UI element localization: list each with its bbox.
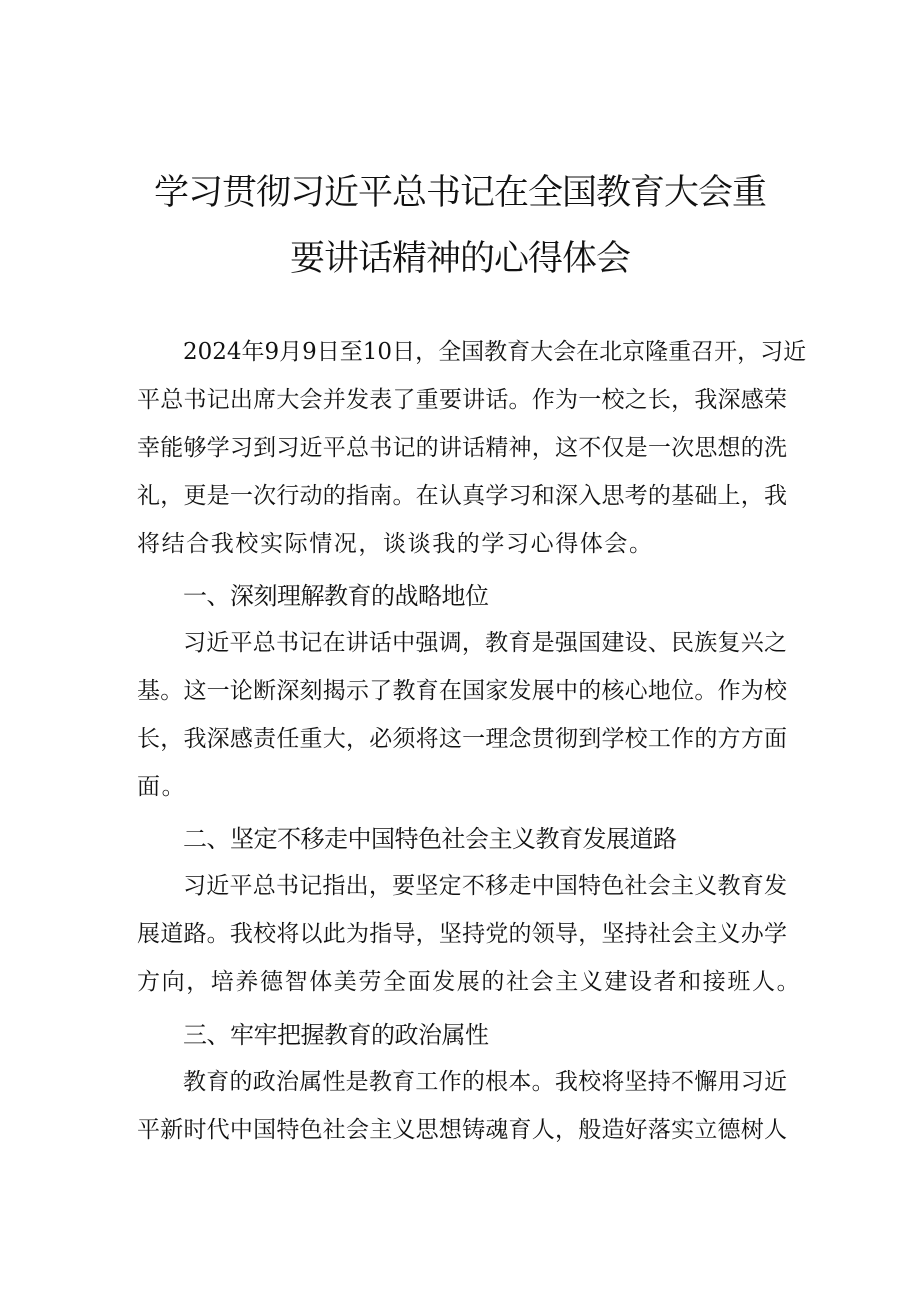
section-1-line-2: 基。这一论断深刻揭示了教育在国家发展中的核心地位。作为校 [137, 678, 787, 704]
section-1-line-4: 面。 [137, 774, 187, 800]
intro-line-5: 将结合我校实际情况，谈谈我的学习心得体会。 [137, 531, 654, 557]
document-title-line-1: 学习贯彻习近平总书记在全国教育大会重 [153, 173, 766, 213]
intro-line-4: 礼，更是一次行动的指南。在认真学习和深入思考的基础上，我 [137, 483, 787, 509]
section-2-line-3: 方向，培养德智体美劳全面发展的社会主义建设者和接班人。 [137, 969, 802, 995]
section-1-heading: 一、深刻理解教育的战略地位 [183, 582, 489, 610]
section-2-heading: 二、坚定不移走中国特色社会主义教育发展道路 [183, 825, 677, 853]
section-1-line-1: 习近平总书记在讲话中强调，教育是强国建设、民族复兴之 [183, 630, 787, 656]
intro-line-3: 幸能够学习到习近平总书记的讲话精神，这不仅是一次思想的洗 [137, 435, 787, 461]
section-1-line-3: 长，我深感责任重大，必须将这一理念贯彻到学校工作的方方面 [137, 726, 787, 752]
intro-line-2: 平总书记出席大会并发表了重要讲话。作为一校之长，我深感荣 [137, 387, 787, 413]
section-2-line-2: 展道路。我校将以此为指导，坚持党的领导，坚持社会主义办学 [137, 921, 787, 947]
section-3-line-2: 平新时代中国特色社会主义思想铸魂育人，般造好落实立德树人 [137, 1117, 787, 1143]
intro-line-1: 2024年9月9日至10日，全国教育大会在北京隆重召开，习近 [183, 339, 807, 365]
section-2-line-1: 习近平总书记指出，要坚定不移走中国特色社会主义教育发 [183, 873, 787, 899]
section-3-heading: 三、牢牢把握教育的政治属性 [183, 1021, 489, 1049]
document-title-line-2: 要讲话精神的心得体会 [289, 239, 630, 279]
section-3-line-1: 教育的政治属性是教育工作的根本。我校将坚持不懈用习近 [183, 1069, 787, 1095]
